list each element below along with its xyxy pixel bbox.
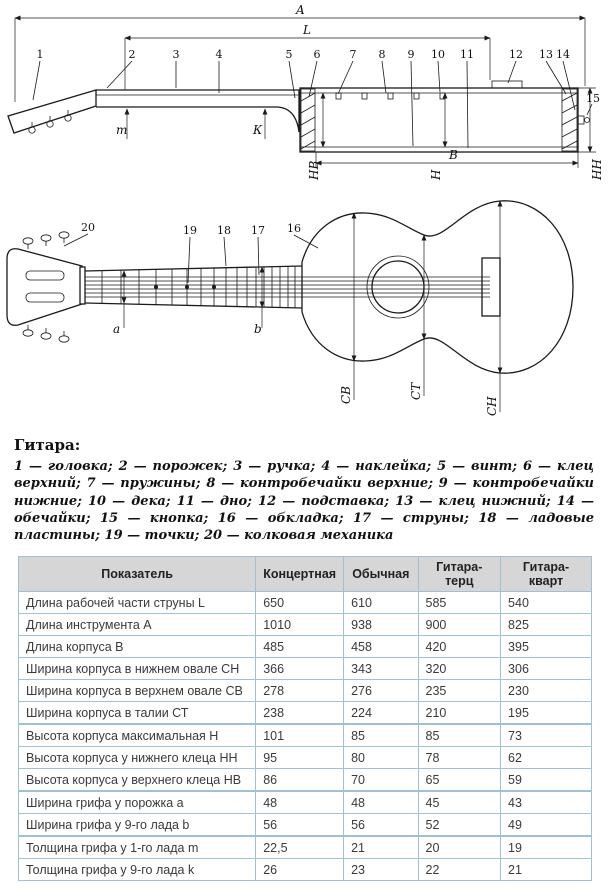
- callout-4: 4: [215, 48, 223, 61]
- row-value: 56: [344, 814, 418, 837]
- table-row: [19, 702, 592, 725]
- table-row: [19, 747, 592, 769]
- dim-label-HH: НН: [590, 159, 604, 180]
- bridge-side: [492, 81, 522, 88]
- row-value: 21: [501, 859, 592, 881]
- row-value: 938: [344, 614, 418, 636]
- dim-label-A: A: [296, 3, 305, 17]
- row-value: 1010: [256, 614, 344, 636]
- end-button: [578, 116, 590, 124]
- row-value: 224: [344, 702, 418, 725]
- row-label: Длина рабочей части струны L: [19, 592, 256, 614]
- dim-label-CB: СВ: [339, 386, 353, 404]
- row-value: 900: [418, 614, 501, 636]
- callout-17: 17: [251, 224, 265, 237]
- dim-label-B: В: [449, 148, 458, 162]
- dimension-B: [316, 152, 578, 168]
- callout-8: 8: [378, 48, 386, 61]
- row-value: 80: [344, 747, 418, 769]
- row-value: 52: [418, 814, 501, 837]
- row-value: 85: [344, 724, 418, 747]
- row-value: 420: [418, 636, 501, 658]
- table-row: [19, 836, 592, 859]
- row-value: 650: [256, 592, 344, 614]
- row-value: 62: [501, 747, 592, 769]
- table-row: [19, 791, 592, 814]
- dimension-L: [125, 38, 490, 90]
- col-header-quart: Гитара-кварт: [501, 557, 592, 592]
- dim-label-m: m: [116, 123, 128, 137]
- front-view: [7, 201, 573, 416]
- row-label: Толщина грифа у 1-го лада m: [19, 836, 256, 859]
- side-headstock: [8, 90, 96, 133]
- row-value: 485: [256, 636, 344, 658]
- row-value: 610: [344, 592, 418, 614]
- row-value: 540: [501, 592, 592, 614]
- row-value: 86: [256, 769, 344, 792]
- callout-9: 9: [407, 48, 415, 61]
- dim-label-CH: СН: [485, 396, 499, 416]
- row-value: 43: [501, 791, 592, 814]
- callout-10: 10: [431, 48, 445, 61]
- spec-table-body: [19, 592, 592, 881]
- row-value: 73: [501, 724, 592, 747]
- callout-12: 12: [509, 48, 523, 61]
- table-row: [19, 636, 592, 658]
- row-value: 70: [344, 769, 418, 792]
- table-row: [19, 680, 592, 702]
- row-value: 210: [418, 702, 501, 725]
- col-header-concert: Концертная: [256, 557, 344, 592]
- legend-text: 1 — головка; 2 — порожек; 3 — ручка; 4 — наклейка; 5 — винт; 6 — клец верхний; 7 — пружины; 8 — контробечайки верхние; 9 — контробечайки нижние; 10 — дека; 11 — дно; 12 — подставка; 13 — клец нижний; 14 — обечайки; 15 — кнопка; 16 — обкладка; 17 — струны; 18 — ладовые пластины; 19 — точки; 20 — колковая механика: [14, 459, 594, 544]
- callout-7: 7: [349, 48, 357, 61]
- row-value: 21: [344, 836, 418, 859]
- table-row: [19, 769, 592, 792]
- row-value: 22,5: [256, 836, 344, 859]
- guitar-technical-drawing: [0, 0, 610, 430]
- table-row: [19, 724, 592, 747]
- row-value: 230: [501, 680, 592, 702]
- col-header-terz: Гитара-терц: [418, 557, 501, 592]
- row-value: 20: [418, 836, 501, 859]
- callout-14: 14: [556, 48, 570, 61]
- table-row: [19, 614, 592, 636]
- row-value: 48: [344, 791, 418, 814]
- row-label: Высота корпуса у верхнего клеца НВ: [19, 769, 256, 792]
- front-headstock: [7, 232, 85, 342]
- table-row: [19, 592, 592, 614]
- figure-legend: [0, 430, 610, 544]
- callout-6: 6: [313, 48, 321, 61]
- row-value: 49: [501, 814, 592, 837]
- row-value: 22: [418, 859, 501, 881]
- row-value: 85: [418, 724, 501, 747]
- dim-label-a: a: [113, 322, 121, 336]
- dim-label-L: L: [303, 23, 311, 37]
- spec-table-section: [0, 544, 610, 895]
- row-value: 320: [418, 658, 501, 680]
- row-label: Ширина корпуса в нижнем овале СН: [19, 658, 256, 680]
- spec-table: [18, 556, 592, 881]
- row-label: Ширина корпуса в верхнем овале СВ: [19, 680, 256, 702]
- front-neck: [85, 266, 302, 308]
- row-value: 59: [501, 769, 592, 792]
- sound-hole: [372, 261, 424, 313]
- dim-label-K: К: [253, 123, 263, 137]
- table-row: [19, 658, 592, 680]
- table-row: [19, 859, 592, 881]
- callout-13: 13: [539, 48, 553, 61]
- row-label: Длина инструмента А: [19, 614, 256, 636]
- body-outline: [302, 201, 573, 373]
- row-value: 65: [418, 769, 501, 792]
- row-value: 278: [256, 680, 344, 702]
- row-label: Толщина грифа у 9-го лада k: [19, 859, 256, 881]
- nut: [80, 267, 85, 304]
- row-value: 19: [501, 836, 592, 859]
- row-value: 95: [256, 747, 344, 769]
- dim-label-CT: СТ: [409, 382, 423, 400]
- row-value: 458: [344, 636, 418, 658]
- row-value: 23: [344, 859, 418, 881]
- figure: [0, 0, 610, 430]
- row-value: 276: [344, 680, 418, 702]
- row-value: 26: [256, 859, 344, 881]
- row-value: 306: [501, 658, 592, 680]
- callout-11: 11: [460, 48, 474, 61]
- row-value: 195: [501, 702, 592, 725]
- row-label: Ширина корпуса в талии СТ: [19, 702, 256, 725]
- table-row: [19, 814, 592, 837]
- col-header-regular: Обычная: [344, 557, 418, 592]
- callout-20: 20: [81, 221, 95, 234]
- row-value: 825: [501, 614, 592, 636]
- table-header-row: [19, 557, 592, 592]
- row-value: 45: [418, 791, 501, 814]
- legend-title: Гитара:: [14, 436, 81, 454]
- row-label: Ширина грифа у порожка a: [19, 791, 256, 814]
- callout-1: 1: [36, 48, 44, 61]
- row-label: Высота корпуса у нижнего клеца НН: [19, 747, 256, 769]
- row-value: 585: [418, 592, 501, 614]
- callout-18: 18: [217, 224, 231, 237]
- callout-19: 19: [183, 224, 197, 237]
- callout-15: 15: [586, 92, 600, 105]
- row-value: 395: [501, 636, 592, 658]
- callout-3: 3: [172, 48, 180, 61]
- row-label: Длина корпуса В: [19, 636, 256, 658]
- row-value: 56: [256, 814, 344, 837]
- row-value: 48: [256, 791, 344, 814]
- col-header-indicator: Показатель: [19, 557, 256, 592]
- callout-2: 2: [128, 48, 136, 61]
- callout-16: 16: [287, 222, 301, 235]
- dim-label-H: Н: [429, 169, 443, 180]
- dim-label-HB: НВ: [307, 160, 321, 180]
- frets: [102, 266, 295, 308]
- row-value: 235: [418, 680, 501, 702]
- row-value: 366: [256, 658, 344, 680]
- row-value: 101: [256, 724, 344, 747]
- row-value: 343: [344, 658, 418, 680]
- bridge-front: [482, 258, 500, 316]
- position-dots: [154, 285, 216, 289]
- row-label: Высота корпуса максимальная Н: [19, 724, 256, 747]
- callout-5: 5: [285, 48, 293, 61]
- side-view: [8, 3, 604, 181]
- dim-label-b: b: [254, 322, 262, 336]
- row-value: 78: [418, 747, 501, 769]
- row-label: Ширина грифа у 9-го лада b: [19, 814, 256, 837]
- row-value: 238: [256, 702, 344, 725]
